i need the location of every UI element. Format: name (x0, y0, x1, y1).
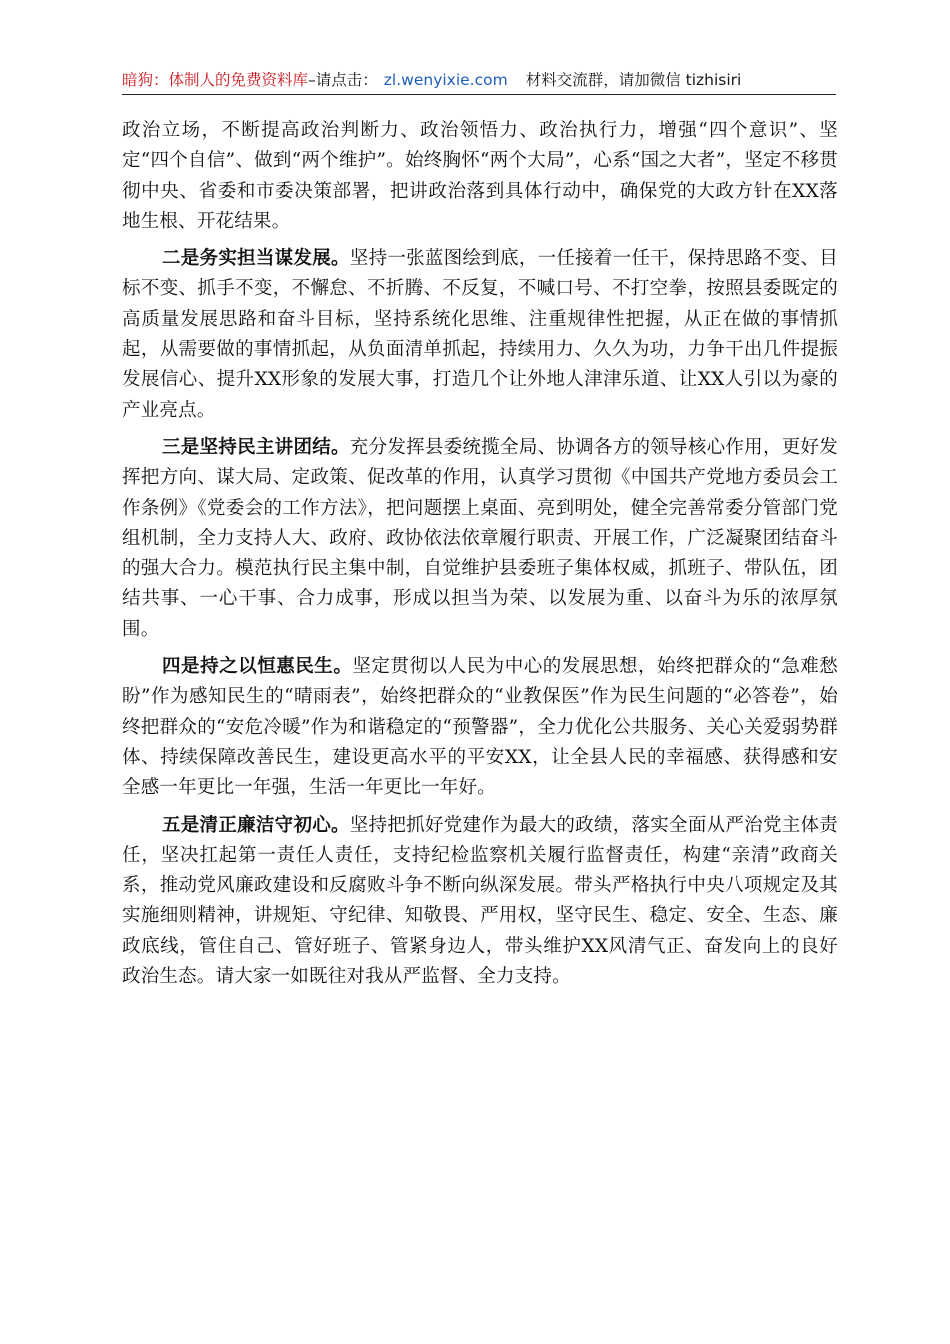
paragraph-lead: 五是清正廉洁守初心。 (162, 814, 350, 836)
paragraph-development (122, 244, 838, 426)
paragraph-text: 坚定贯彻以人民为中心的发展思想，始终把群众的“急难愁盼”作为感知民生的“晴雨表”，始终把群众的“业教保医”作为民生问题的“必答卷”，始终把群众的“安危冷暖”作为和谐稳定的“预警器”，全力优化公共服务、关心关爱弱势群体、持续保障改善民生，建设更高水平的平安XX，让全县人民的幸福感、获得感和安全感一年更比一年强，生活一年更比一年好。 (122, 656, 838, 799)
paragraph-continuation (122, 116, 838, 237)
paragraph-text: 政治立场，不断提高政治判断力、政治领悟力、政治执行力，增强“四个意识”、坚定“四个自信”、做到“两个维护”。始终胸怀“两个大局”，心系“国之大者”，坚定不移贯彻中央、省委和市委决策部署，把讲政治落到具体行动中，确保党的大政方针在XX落地生根、开花结果。 (122, 120, 838, 232)
paragraph-text: 充分发挥县委统揽全局、协调各方的领导核心作用，更好发挥把方向、谋大局、定政策、促改革的作用，认真学习贯彻《中国共产党地方委员会工作条例》《党委会的工作方法》，把问题摆上桌面、亮到明处，健全完善常委分管部门党组机制，全力支持人大、政府、政协依法依章履行职责、开展工作，广泛凝聚团结奋斗的强大合力。模范执行民主集中制，自觉维护县委班子集体权威，抓班子、带队伍，团结共事、一心干事、合力成事，形成以担当为荣、以发展为重、以奋斗为乐的浓厚氛围。 (122, 436, 838, 640)
paragraph-lead: 二是务实担当谋发展。 (162, 248, 350, 270)
page-header (122, 68, 836, 95)
paragraph-text: 坚持把抓好党建作为最大的政绩，落实全面从严治党主体责任，坚决扛起第一责任人责任，支持纪检监察机关履行监督责任，构建“亲清”政商关系，推动党风廉政建设和反腐败斗争不断向纵深发展。带头严格执行中央八项规定及其实施细则精神，讲规矩、守纪律、知敬畏、严用权，坚守民生、稳定、安全、生态、廉政底线，管住自己、管好班子、管紧身边人，带头维护XX风清气正、奋发向上的良好政治生态。请大家一如既往对我从严监督、全力支持。 (122, 814, 838, 988)
paragraph-livelihood (122, 652, 838, 803)
document-body (122, 116, 838, 992)
paragraph-lead: 四是持之以恒惠民生。 (162, 656, 353, 678)
paragraph-lead: 三是坚持民主讲团结。 (162, 436, 350, 458)
header-link[interactable]: zl.wenyixie.com (383, 71, 508, 89)
header-brand: 暗狗：体制人的免费资料库 (122, 71, 309, 89)
paragraph-text: 坚持一张蓝图绘到底，一任接着一任干，保持思路不变、目标不变、抓手不变，不懈怠、不折腾、不反复，不喊口号、不打空拳，按照县委既定的高质量发展思路和奋斗目标，坚持系统化思维、注重规律性把握，从正在做的事情抓起，从需要做的事情抓起，从负面清单抓起，持续用力、久久为功，力争干出几件提振发展信心、提升XX形象的发展大事，打造几个让外地人津津乐道、让XX人引以为豪的产业亮点。 (122, 248, 838, 421)
paragraph-integrity (122, 811, 838, 993)
header-contact: 材料交流群，请加微信 tizhisiri (525, 71, 742, 89)
header-prompt: –请点击： (308, 71, 378, 89)
paragraph-unity (122, 433, 838, 645)
